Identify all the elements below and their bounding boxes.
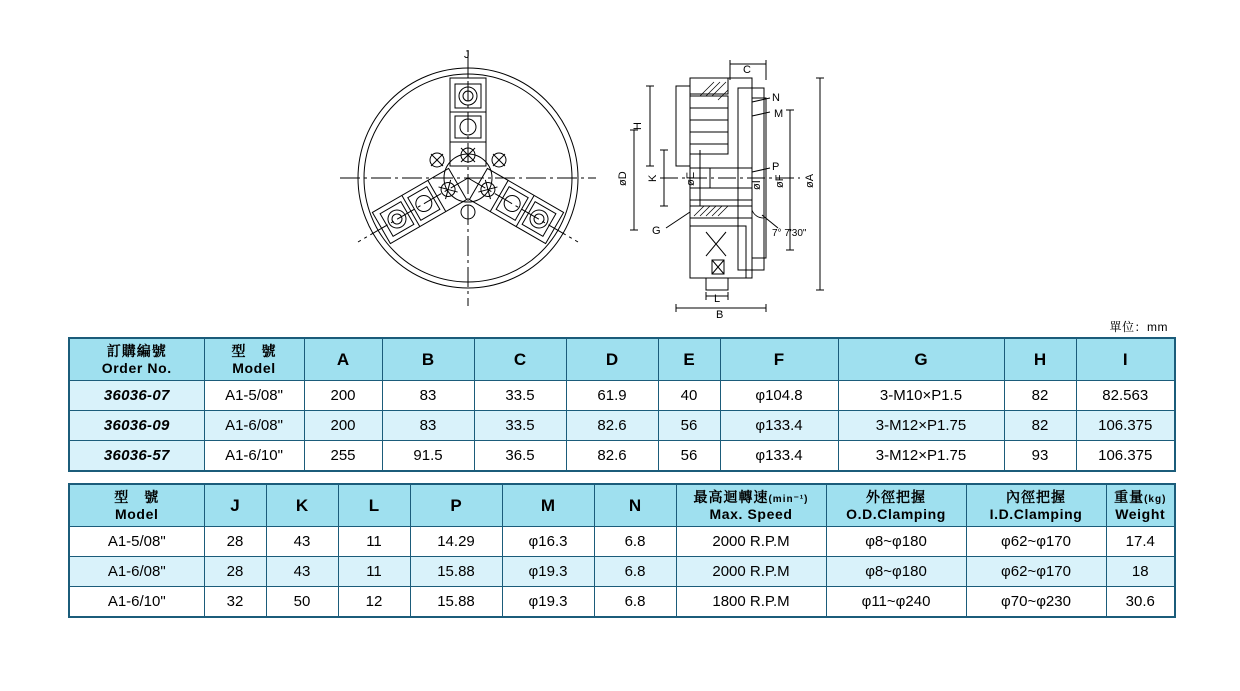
dim-label-oA: øA xyxy=(804,173,816,188)
cell-od-clamping: φ8~φ180 xyxy=(826,527,966,557)
table-row xyxy=(69,381,1175,411)
cell-p: 15.88 xyxy=(410,557,502,587)
cell-id-clamping: φ62~φ170 xyxy=(966,527,1106,557)
cell-k: 50 xyxy=(266,587,338,618)
table-row xyxy=(69,587,1175,618)
cell-od-clamping: φ8~φ180 xyxy=(826,557,966,587)
cell-d: 82.6 xyxy=(566,441,658,472)
cell-p: 14.29 xyxy=(410,527,502,557)
col-header-id-clamping: 內徑把握 I.D.Clamping xyxy=(966,484,1106,527)
cell-n: 6.8 xyxy=(594,557,676,587)
cell-order-no: 36036-57 xyxy=(69,441,204,472)
order-spec-table xyxy=(68,337,1176,472)
cell-l: 12 xyxy=(338,587,410,618)
cell-k: 43 xyxy=(266,527,338,557)
technical-drawing xyxy=(0,0,1240,320)
cell-h: 93 xyxy=(1004,441,1076,472)
dim-label-L: L xyxy=(714,293,721,305)
col-header-j: J xyxy=(204,484,266,527)
cell-l: 11 xyxy=(338,527,410,557)
col-header-f: F xyxy=(720,338,838,381)
cell-l: 11 xyxy=(338,557,410,587)
cell-max-speed: 1800 R.P.M xyxy=(676,587,826,618)
cell-j: 28 xyxy=(204,527,266,557)
col-header-d: D xyxy=(566,338,658,381)
cell-od-clamping: φ11~φ240 xyxy=(826,587,966,618)
col-header-b: B xyxy=(382,338,474,381)
cell-id-clamping: φ70~φ230 xyxy=(966,587,1106,618)
cell-a: 200 xyxy=(304,411,382,441)
spec-tables xyxy=(68,337,1174,618)
cell-model: A1-6/10" xyxy=(204,441,304,472)
table-row xyxy=(69,527,1175,557)
cell-n: 6.8 xyxy=(594,587,676,618)
cell-f: φ133.4 xyxy=(720,441,838,472)
table-row xyxy=(69,441,1175,472)
cell-weight: 18 xyxy=(1106,557,1175,587)
cell-j: 32 xyxy=(204,587,266,618)
cell-g: 3-M12×P1.75 xyxy=(838,411,1004,441)
cell-model: A1-6/10" xyxy=(69,587,204,618)
dim-label-P: P xyxy=(772,161,780,173)
cell-max-speed: 2000 R.P.M xyxy=(676,557,826,587)
cell-g: 3-M12×P1.75 xyxy=(838,441,1004,472)
cell-h: 82 xyxy=(1004,381,1076,411)
col-header-l: L xyxy=(338,484,410,527)
table-row xyxy=(69,411,1175,441)
cell-c: 33.5 xyxy=(474,381,566,411)
cell-c: 33.5 xyxy=(474,411,566,441)
col-header-max-speed: 最高迴轉速(min⁻¹) Max. Speed xyxy=(676,484,826,527)
col-header-weight: 重量(kg) Weight xyxy=(1106,484,1175,527)
col-header-n: N xyxy=(594,484,676,527)
cell-i: 106.375 xyxy=(1076,411,1175,441)
dim-label-H: H xyxy=(632,122,644,130)
section-view xyxy=(630,60,824,312)
col-header-i: I xyxy=(1076,338,1175,381)
cell-id-clamping: φ62~φ170 xyxy=(966,557,1106,587)
cell-e: 40 xyxy=(658,381,720,411)
cell-n: 6.8 xyxy=(594,527,676,557)
cell-i: 106.375 xyxy=(1076,441,1175,472)
dim-label-oD: øD xyxy=(617,171,629,186)
col-header-model: 型 號 Model xyxy=(69,484,204,527)
cell-a: 255 xyxy=(304,441,382,472)
dim-label-oF: øF xyxy=(774,174,786,188)
cell-c: 36.5 xyxy=(474,441,566,472)
cell-weight: 30.6 xyxy=(1106,587,1175,618)
cell-d: 82.6 xyxy=(566,411,658,441)
cell-weight: 17.4 xyxy=(1106,527,1175,557)
cell-order-no: 36036-07 xyxy=(69,381,204,411)
col-header-e: E xyxy=(658,338,720,381)
cell-m: φ19.3 xyxy=(502,587,594,618)
cell-h: 82 xyxy=(1004,411,1076,441)
cell-model: A1-6/08" xyxy=(204,411,304,441)
dim-label-G: G xyxy=(652,225,661,237)
col-header-order-no: 訂購編號 Order No. xyxy=(69,338,204,381)
cell-b: 83 xyxy=(382,411,474,441)
table-header-row xyxy=(69,484,1175,527)
cell-model: A1-5/08" xyxy=(204,381,304,411)
cell-g: 3-M10×P1.5 xyxy=(838,381,1004,411)
cell-k: 43 xyxy=(266,557,338,587)
front-view xyxy=(340,50,596,306)
col-header-a: A xyxy=(304,338,382,381)
table-row xyxy=(69,557,1175,587)
dim-label-B: B xyxy=(716,309,724,320)
cell-p: 15.88 xyxy=(410,587,502,618)
dim-label-N: N xyxy=(772,92,780,104)
cell-model: A1-6/08" xyxy=(69,557,204,587)
col-header-m: M xyxy=(502,484,594,527)
unit-note: 單位：mm xyxy=(1109,320,1168,334)
cell-model: A1-5/08" xyxy=(69,527,204,557)
col-header-p: P xyxy=(410,484,502,527)
cell-max-speed: 2000 R.P.M xyxy=(676,527,826,557)
model-spec-table xyxy=(68,483,1176,618)
cell-m: φ19.3 xyxy=(502,557,594,587)
col-header-h: H xyxy=(1004,338,1076,381)
cell-j: 28 xyxy=(204,557,266,587)
dim-label-M: M xyxy=(774,108,784,120)
col-header-g: G xyxy=(838,338,1004,381)
dim-label-oE: øE xyxy=(685,171,697,186)
col-header-od-clamping: 外徑把握 O.D.Clamping xyxy=(826,484,966,527)
cell-e: 56 xyxy=(658,441,720,472)
cell-f: φ104.8 xyxy=(720,381,838,411)
cell-i: 82.563 xyxy=(1076,381,1175,411)
dim-label-oI: øI xyxy=(751,180,763,190)
cell-m: φ16.3 xyxy=(502,527,594,557)
col-header-k: K xyxy=(266,484,338,527)
cell-d: 61.9 xyxy=(566,381,658,411)
cell-order-no: 36036-09 xyxy=(69,411,204,441)
cell-e: 56 xyxy=(658,411,720,441)
cell-f: φ133.4 xyxy=(720,411,838,441)
cell-a: 200 xyxy=(304,381,382,411)
dim-label-J: J xyxy=(464,49,470,61)
col-header-c: C xyxy=(474,338,566,381)
cell-b: 83 xyxy=(382,381,474,411)
dim-label-K: K xyxy=(647,174,659,182)
col-header-model: 型 號 Model xyxy=(204,338,304,381)
cell-b: 91.5 xyxy=(382,441,474,472)
dim-label-angle: 7° 7'30" xyxy=(772,228,807,239)
table-header-row xyxy=(69,338,1175,381)
dim-label-C: C xyxy=(743,64,751,76)
